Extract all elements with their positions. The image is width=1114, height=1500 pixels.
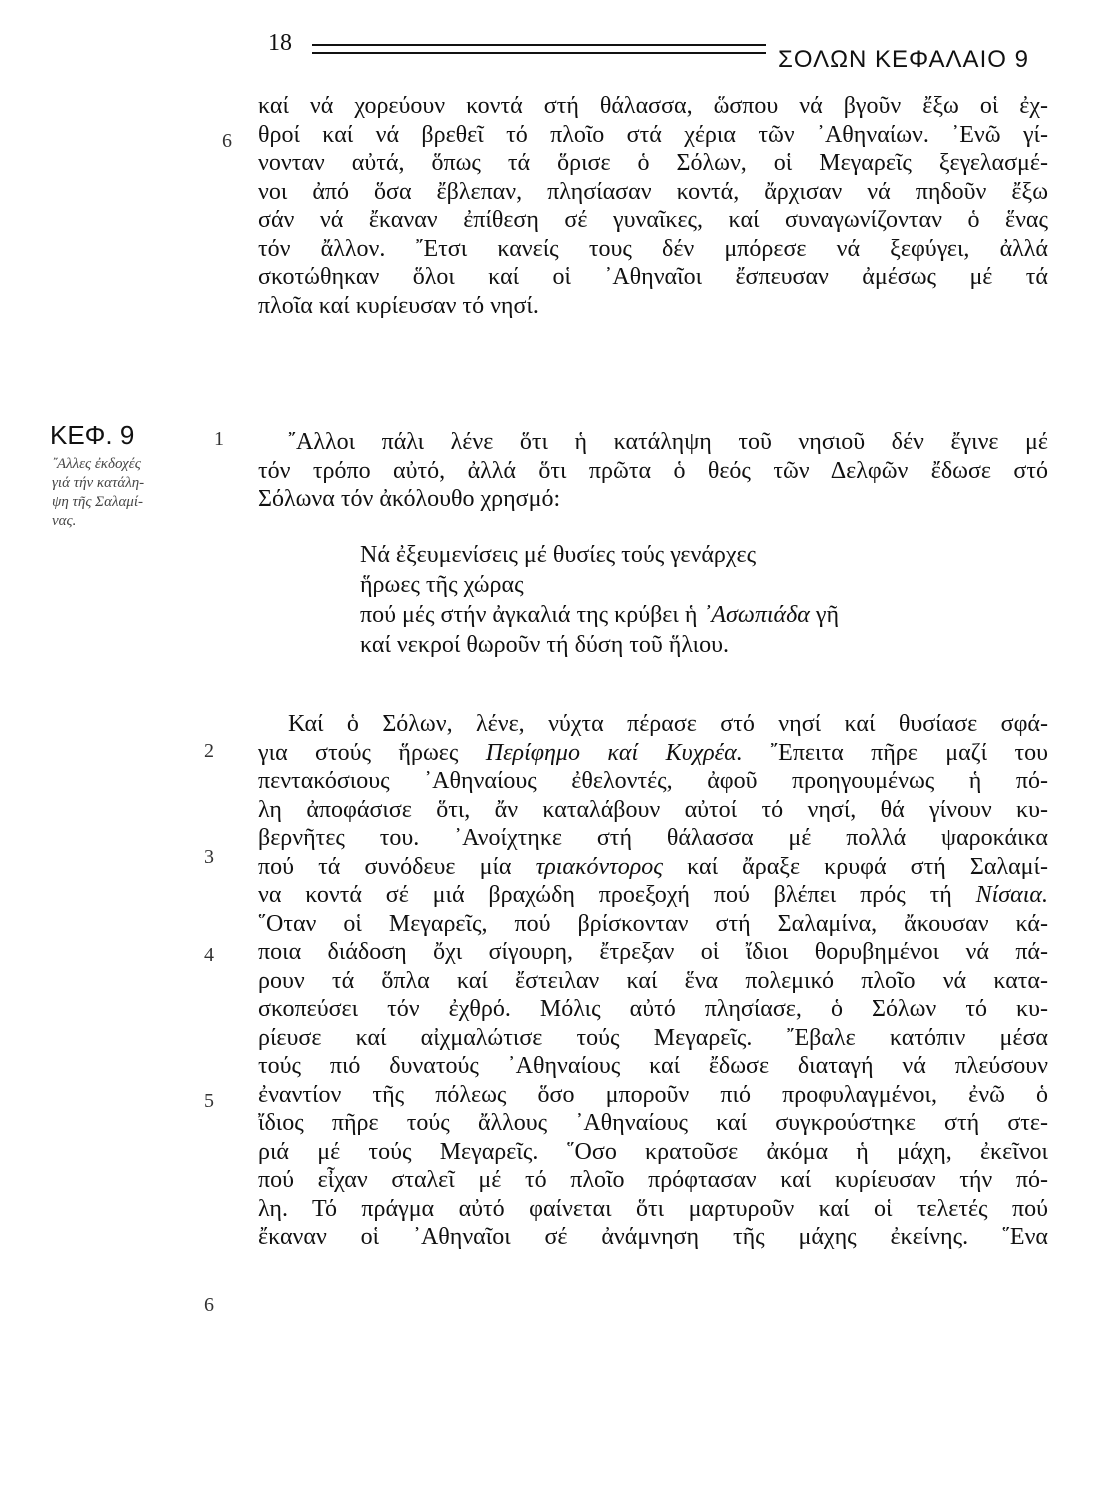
text-run: πού τά συνόδευε μία — [258, 853, 536, 880]
text-line: ποια διάδοση ὄχι σίγουρη, ἔτρεξαν οἱ ἴδιοι θορυβημένοι νά πά- — [258, 939, 1048, 965]
text-line — [258, 853, 1048, 882]
paragraph-1 — [258, 92, 1048, 320]
verse-text: πού μές στήν ἀγκαλιά της κρύβει ἡ — [360, 602, 704, 628]
text-run: για στούς ἥρωες — [258, 739, 486, 766]
line-number: 5 — [204, 1090, 214, 1112]
chapter-label: ΚΕΦ. 9 — [50, 420, 135, 450]
text-line: λη. Τό πράγμα αὐτό φαίνεται ὅτι μαρτυροῦν καί οἱ τελετές πού — [258, 1195, 1048, 1222]
margin-note-line: ψη τῆς Σαλαμί- — [52, 494, 144, 510]
ship-type: τριακόντορος — [535, 853, 664, 880]
text-line: ἐναντίον τῆς πόλεως ὅσο μποροῦν πιό προφυλαγμένοι, ἐνῶ ὁ — [258, 1081, 1048, 1108]
hero-names: Περίφημο καί Κυχρέα. — [485, 739, 743, 766]
text-line: ῎Αλλοι πάλι λένε ὅτι ἡ κατάληψη τοῦ νησιοῦ δέν ἔγινε μέ — [288, 429, 1048, 455]
text-line: τόν τρόπο αὐτό, ἀλλά ὅτι πρῶτα ὁ θεός τῶν Δελφῶν ἔδωσε στό — [258, 457, 1048, 484]
text-line: πλοῖα καί κυρίευσαν τό νησί. — [258, 292, 539, 319]
text-line: τούς πιό δυνατούς ᾿Αθηναίους καί ἔδωσε διαταγή νά πλεύσουν — [258, 1053, 1048, 1079]
text-line: Καί ὁ Σόλων, λένε, νύχτα πέρασε στό νησί καί θυσίασε σφά- — [288, 711, 1048, 737]
verse-line: Νά ἐξευμενίσεις μέ θυσίες τούς γενάρχες — [360, 542, 757, 568]
line-number: 1 — [214, 428, 224, 450]
text-line: ῞Οταν οἱ Μεγαρεῖς, πού βρίσκονταν στή Σαλαμίνα, ἄκουσαν κά- — [258, 910, 1048, 937]
text-line: θροί καί νά βρεθεῖ τό πλοῖο στά χέρια τῶν ᾿Αθηναίων. ᾿Ενῶ γί- — [258, 121, 1048, 148]
text-line: νονταν αὐτά, ὅπως τά ὅρισε ὁ Σόλων, οἱ Μεγαρεῖς ξεγελασμέ- — [258, 150, 1048, 176]
place-name: Νίσαια. — [975, 882, 1048, 908]
text-line: νοι ἀπό ὅσα ἔβλεπαν, πλησίασαν κοντά, ἄρχισαν νά πηδοῦν ἔξω — [258, 178, 1048, 205]
margin-note-line: ῎Αλλες ἐκδοχές — [52, 456, 141, 472]
text-run: ῎Επειτα πῆρε μαζί του — [742, 739, 1049, 766]
oracle-verse — [360, 540, 839, 660]
line-number: 4 — [204, 944, 214, 966]
verse-line: καί νεκροί θωροῦν τή δύση τοῦ ἥλιου. — [360, 632, 730, 658]
text-line: ἔκαναν οἱ ᾿Αθηναῖοι σέ ἀνάμνηση τῆς μάχης ἐκείνης. ῞Ενα — [258, 1224, 1048, 1250]
text-run: να κοντά σέ μιά βραχώδη προεξοχή πού βλέπει πρός τή — [258, 882, 976, 908]
text-run: καί ἄραξε κρυφά στή Σαλαμί- — [663, 853, 1048, 880]
text-line: πού εἶχαν σταλεῖ μέ τό πλοῖο πρόφτασαν καί κυρίευσαν τήν πό- — [258, 1167, 1048, 1193]
text-line: τόν ἄλλον. ῎Ετσι κανείς τους δέν μπόρεσε νά ξεφύγει, ἀλλά — [258, 235, 1048, 262]
margin-note-line: νας. — [52, 513, 77, 529]
verse-line — [360, 600, 839, 630]
page-number: 18 — [268, 30, 292, 56]
paragraph-3 — [258, 710, 1048, 1252]
text-line: βερνῆτες του. ᾿Ανοίχτηκε στή θάλασσα μέ πολλά ψαροκάικα — [258, 825, 1048, 851]
text-line: καί νά χορεύουν κοντά στή θάλασσα, ὥσπου νά βγοῦν ἔξω οἱ ἐχ- — [258, 93, 1048, 119]
text-line: σκοτώθηκαν ὅλοι καί οἱ ᾿Αθηναῖοι ἔσπευσαν ἀμέσως μέ τά — [258, 264, 1048, 290]
text-line: Σόλωνα τόν ἀκόλουθο χρησμό: — [258, 486, 561, 512]
running-title: ΣΟΛΩΝ ΚΕΦΑΛΑΙΟ 9 — [778, 46, 1029, 73]
margin-note-line: γιά τήν κατάλη- — [52, 475, 145, 491]
line-number: 3 — [204, 846, 214, 868]
verse-text: γῆ — [809, 602, 840, 628]
page-header — [268, 30, 1068, 73]
text-line — [258, 739, 1048, 768]
header-double-rule — [312, 44, 766, 54]
text-line: ριά μέ τούς Μεγαρεῖς. ῞Οσο κρατοῦσε ἀκόμα ἡ μάχη, ἐκεῖνοι — [258, 1138, 1048, 1165]
verse-line: ἥρωες τῆς χώρας — [360, 572, 524, 598]
text-line: ρουν τά ὅπλα καί ἔστειλαν καί ἕνα πολεμικό πλοῖο νά κατα- — [258, 967, 1048, 994]
line-number: 6 — [222, 130, 232, 152]
text-line: ρίευσε καί αἰχμαλώτισε τούς Μεγαρεῖς. ῎Εβαλε κατόπιν μέσα — [258, 1024, 1048, 1051]
text-line: σκοπεύσει τόν ἐχθρό. Μόλις αὐτό πλησίασε, ὁ Σόλων τό κυ- — [258, 996, 1048, 1022]
text-line — [258, 881, 1048, 910]
text-line: πεντακόσιους ᾿Αθηναίους ἐθελοντές, ἀφοῦ προηγουμένως ἡ πό- — [258, 768, 1048, 794]
paragraph-2 — [258, 428, 1048, 514]
text-line: ἴδιος πῆρε τούς ἄλλους ᾿Αθηναίους καί συγκρούστηκε στή στε- — [258, 1110, 1048, 1136]
line-number: 2 — [204, 740, 214, 762]
place-name: ᾿Ασωπιάδα — [703, 602, 810, 628]
text-line: σάν νά ἔκαναν ἐπίθεση σέ γυναῖκες, καί συναγωνίζονταν ὁ ἕνας — [258, 207, 1048, 233]
line-number: 6 — [204, 1294, 214, 1316]
text-line: λη ἀποφάσισε ὅτι, ἄν καταλάβουν αὐτοί τό νησί, θά γίνουν κυ- — [258, 796, 1048, 823]
margin-note — [52, 455, 212, 531]
